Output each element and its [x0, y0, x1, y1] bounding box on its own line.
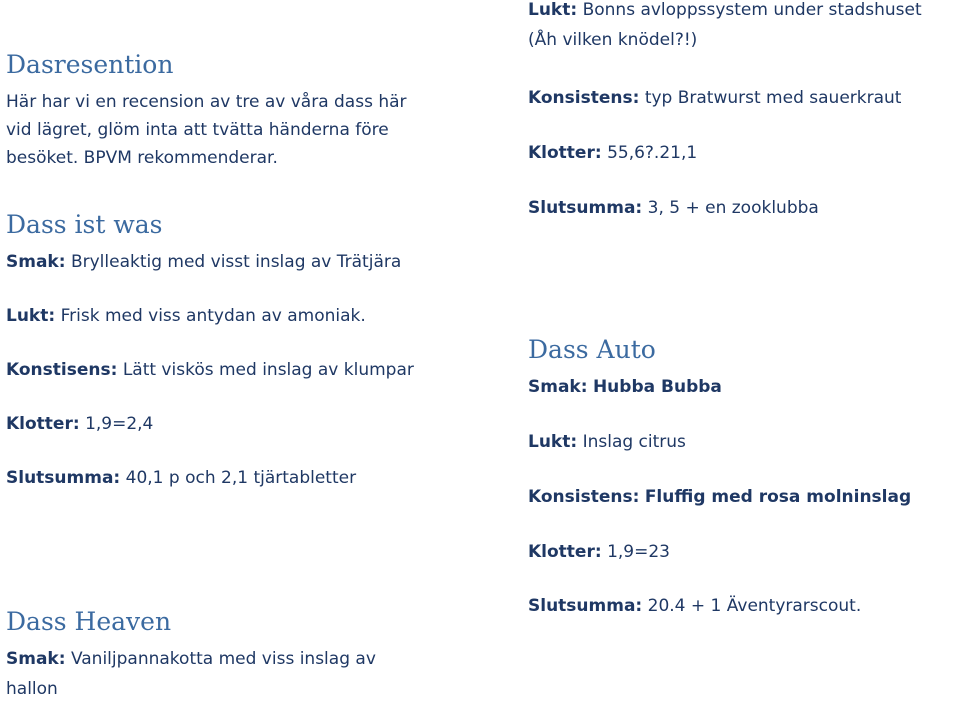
top-lukt-cont: (Åh vilken knödel?!) — [528, 30, 698, 50]
title-dass-ist-was: Dass ist was — [6, 210, 163, 239]
konsistens-label: Konsistens: — [528, 88, 640, 108]
dass-auto-klotter — [528, 538, 670, 566]
slutsumma-label: Slutsumma: — [528, 596, 643, 616]
konsistens-label: Konsistens: — [528, 487, 640, 507]
dass-auto-konsistens — [528, 483, 911, 511]
dass-heaven-smak — [6, 645, 376, 673]
dass-ist-was-klotter — [6, 410, 153, 438]
smak-label: Smak: — [6, 252, 66, 272]
smak-label: Smak: — [6, 649, 66, 669]
dass-ist-was-konsistens — [6, 356, 414, 384]
intro-line-2: vid lägret, glöm inta att tvätta händerna före — [6, 120, 389, 140]
title-dasresention: Dasresention — [6, 50, 174, 79]
smak-value: Hubba Bubba — [592, 377, 722, 397]
title-dass-heaven: Dass Heaven — [6, 607, 172, 636]
top-lukt — [528, 0, 922, 24]
konsistens-value: Lätt viskös med inslag av klumpar — [122, 360, 414, 380]
intro-line-1: Här har vi en recension av tre av våra dass här — [6, 92, 407, 112]
klotter-label: Klotter: — [6, 414, 80, 434]
title-dass-auto: Dass Auto — [528, 335, 656, 364]
slutsumma-label: Slutsumma: — [528, 198, 643, 218]
lukt-label: Lukt: — [528, 0, 578, 20]
smak-value: Brylleaktig med visst inslag av Trätjära — [70, 252, 402, 272]
klotter-label: Klotter: — [528, 143, 602, 163]
dass-ist-was-lukt — [6, 302, 366, 330]
intro-line-3: besöket. BPVM rekommenderar. — [6, 148, 278, 168]
slutsumma-label: Slutsumma: — [6, 468, 121, 488]
top-klotter — [528, 139, 697, 167]
lukt-label: Lukt: — [528, 432, 578, 452]
konsistens-label: Konstisens: — [6, 360, 118, 380]
slutsumma-value: 20.4 + 1 Äventyrarscout. — [647, 596, 862, 616]
dass-auto-smak — [528, 373, 722, 401]
dass-auto-slutsumma — [528, 592, 861, 620]
lukt-label: Lukt: — [6, 306, 56, 326]
klotter-value: 1,9=23 — [607, 542, 670, 562]
konsistens-value: Fluffig med rosa molninslag — [644, 487, 912, 507]
lukt-value: Bonns avloppssystem under stadshuset — [582, 0, 922, 20]
slutsumma-value: 3, 5 + en zooklubba — [647, 198, 819, 218]
dass-heaven-smak-cont: hallon — [6, 679, 58, 699]
dass-ist-was-smak — [6, 248, 401, 276]
slutsumma-value: 40,1 p och 2,1 tjärtabletter — [125, 468, 357, 488]
dass-auto-lukt — [528, 428, 686, 456]
top-konsistens — [528, 84, 901, 112]
klotter-value: 1,9=2,4 — [85, 414, 154, 434]
konsistens-value: typ Bratwurst med sauerkraut — [644, 88, 902, 108]
smak-label: Smak: — [528, 377, 588, 397]
lukt-value: Inslag citrus — [582, 432, 686, 452]
top-slutsumma — [528, 194, 819, 222]
dass-ist-was-slutsumma — [6, 464, 356, 492]
smak-value: Vaniljpannakotta med viss inslag av — [70, 649, 376, 669]
lukt-value: Frisk med viss antydan av amoniak. — [60, 306, 366, 326]
klotter-label: Klotter: — [528, 542, 602, 562]
klotter-value: 55,6?.21,1 — [607, 143, 698, 163]
